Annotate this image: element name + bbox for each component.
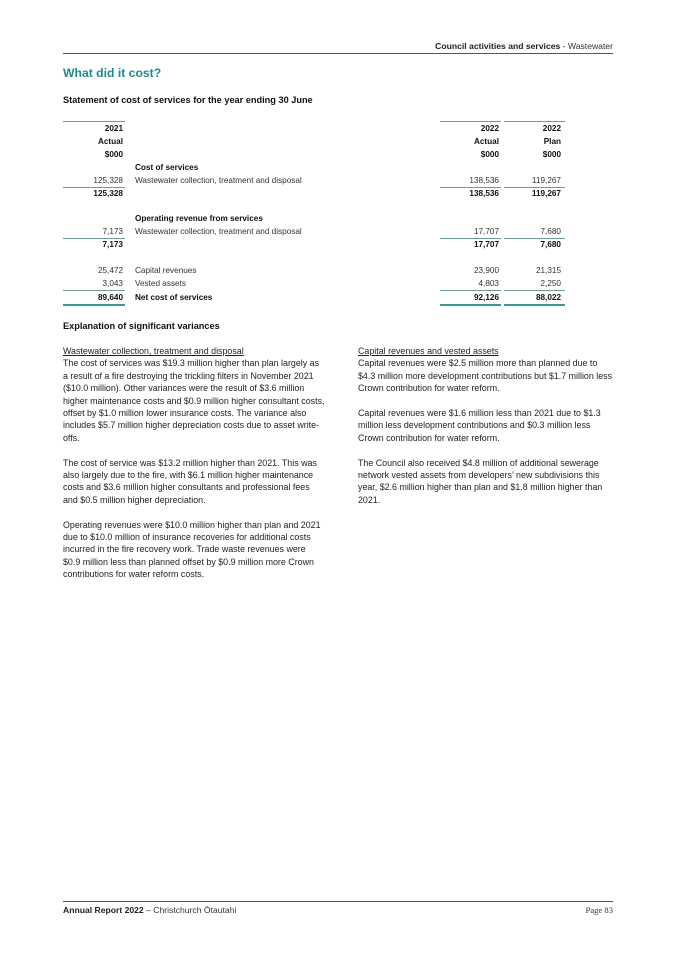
cell-value: 125,328 bbox=[93, 176, 123, 185]
col-2022-actual-type: Actual bbox=[473, 137, 499, 146]
cell-value: 17,707 bbox=[473, 227, 499, 236]
cell-value: 23,900 bbox=[473, 266, 499, 275]
variances-title: Explanation of significant variances bbox=[63, 321, 220, 331]
variances-right-column bbox=[358, 345, 614, 519]
section-title: What did it cost? bbox=[63, 66, 162, 80]
footer-org: – Christchurch Ōtautahi bbox=[143, 905, 237, 915]
cell-value: 25,472 bbox=[97, 266, 123, 275]
row-label-net-cost: Net cost of services bbox=[135, 293, 213, 302]
subtotal-value: 119,267 bbox=[531, 189, 561, 198]
cell-value: 119,267 bbox=[532, 176, 561, 185]
right-paragraph: Capital revenues were $2.5 million more than planned due to $4.3 million more development contributions but $1.7 million less Crown contribution for water reform. bbox=[358, 358, 613, 394]
col-2022-actual-unit: $000 bbox=[480, 150, 499, 159]
net-cost-value: 89,640 bbox=[97, 293, 123, 302]
subtotal-value: 17,707 bbox=[473, 240, 499, 249]
statement-title: Statement of cost of services for the year ending 30 June bbox=[63, 95, 313, 105]
row-label-cost-of-services: Cost of services bbox=[135, 163, 199, 172]
row-label: Wastewater collection, treatment and disposal bbox=[135, 227, 302, 236]
total-rule bbox=[63, 290, 125, 291]
page-footer bbox=[63, 905, 236, 915]
row-label-capital-revenues: Capital revenues bbox=[135, 266, 197, 275]
header-rule bbox=[63, 121, 125, 122]
subtotal-value: 125,328 bbox=[93, 189, 123, 198]
header-separator: - bbox=[560, 41, 568, 51]
cell-value: 3,043 bbox=[102, 279, 123, 288]
left-paragraph: The cost of service was $13.2 million higher than 2021. This was also largely due to the fire, with $6.1 million higher maintenance costs and $3.6 million higher consultants and professional fees and $0.5 million higher depreciation. bbox=[63, 457, 317, 505]
row-label-operating-revenue: Operating revenue from services bbox=[135, 214, 263, 223]
cell-value: 4,803 bbox=[478, 279, 499, 288]
footer-report: Annual Report 2022 bbox=[63, 905, 144, 915]
left-paragraph: The cost of services was $19.3 million higher than plan largely as a result of a fire destroying the trickling filters in November 2021 ($10.0 million). Other variances were the result of $3.6 million higher maintenance costs and $0.9 million higher consultant costs, offset by $1.0 million lower insurance costs. The variance also includes $5.7 million higher depreciation costs due to asset write-offs. bbox=[63, 358, 325, 443]
cell-value: 138,536 bbox=[469, 176, 499, 185]
net-cost-value: 92,126 bbox=[473, 293, 499, 302]
subtotal-value: 7,680 bbox=[540, 240, 561, 249]
col-2021-year: 2021 bbox=[104, 124, 123, 133]
col-2021-unit: $000 bbox=[104, 150, 123, 159]
col-2021-type: Actual bbox=[97, 137, 123, 146]
right-paragraph: The Council also received $4.8 million of additional sewerage network vested assets from developers’ new subdivisions this year, $2.6 million higher than plan and $1.8 million higher than 2021. bbox=[358, 457, 603, 505]
row-label-vested-assets: Vested assets bbox=[135, 279, 186, 288]
footer-divider bbox=[63, 901, 613, 902]
header-activity: Wastewater bbox=[567, 41, 613, 51]
col-2022-plan-unit: $000 bbox=[542, 150, 561, 159]
col-2022-plan-year: 2022 bbox=[542, 124, 561, 133]
subtotal-rule bbox=[440, 187, 501, 188]
total-rule bbox=[440, 290, 501, 291]
subtotal-rule bbox=[63, 238, 125, 239]
left-paragraph: Operating revenues were $10.0 million higher than plan and 2021 due to $10.0 million of insurance recoveries for additional costs incurred in the fire recovery work. Trade waste revenues were $0.9 million less than planned offset by $0.9 million more Crown contributions for water reform costs. bbox=[63, 519, 321, 580]
col-2022-actual-year: 2022 bbox=[480, 124, 499, 133]
total-rule bbox=[504, 290, 565, 291]
subtotal-rule bbox=[440, 238, 501, 239]
cell-value: 2,250 bbox=[540, 279, 561, 288]
subtotal-rule bbox=[63, 187, 125, 188]
cell-value: 7,680 bbox=[540, 227, 561, 236]
col-2022-plan-type: Plan bbox=[543, 137, 561, 146]
net-total-rule bbox=[504, 304, 565, 306]
subtotal-rule bbox=[504, 238, 565, 239]
right-paragraph: Capital revenues were $1.6 million less than 2021 due to $1.3 million less development contributions and $0.3 million less Crown contribution for water reform. bbox=[358, 408, 601, 443]
net-total-rule bbox=[63, 304, 125, 306]
subtotal-value: 7,173 bbox=[102, 240, 123, 249]
cell-value: 21,315 bbox=[535, 266, 561, 275]
header-rule bbox=[504, 121, 565, 122]
subtotal-rule bbox=[504, 187, 565, 188]
right-heading: Capital revenues and vested assets bbox=[358, 346, 499, 356]
net-total-rule bbox=[440, 304, 501, 306]
header-rule bbox=[440, 121, 501, 122]
left-heading: Wastewater collection, treatment and disposal bbox=[63, 346, 244, 356]
row-label: Wastewater collection, treatment and disposal bbox=[135, 176, 302, 185]
subtotal-value: 138,536 bbox=[469, 189, 499, 198]
variances-left-column bbox=[63, 345, 325, 593]
page-number: Page 83 bbox=[585, 905, 613, 915]
net-cost-value: 88,022 bbox=[535, 293, 561, 302]
header-divider bbox=[63, 53, 613, 54]
header-section: Council activities and services bbox=[435, 41, 561, 51]
cell-value: 7,173 bbox=[102, 227, 123, 236]
